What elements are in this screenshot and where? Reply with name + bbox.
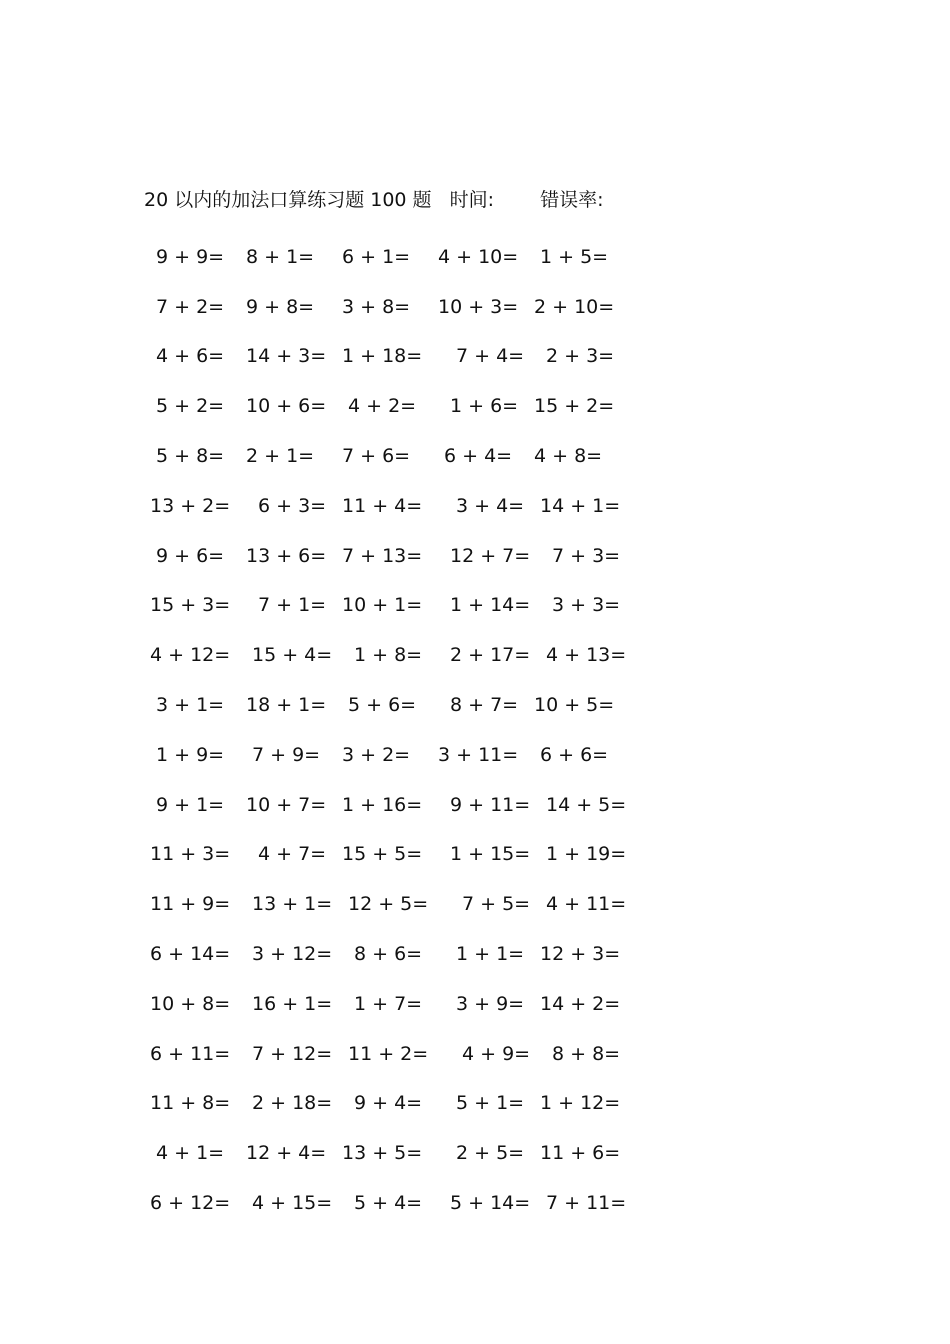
- addition-problem: 13 + 5=: [342, 1142, 423, 1165]
- problem-row: [150, 929, 630, 979]
- addition-problem: 9 + 1=: [156, 793, 225, 816]
- addition-problem: 14 + 3=: [246, 345, 327, 368]
- addition-problem: 6 + 4=: [444, 445, 513, 468]
- addition-problem: 4 + 13=: [546, 644, 627, 667]
- addition-problem: 14 + 2=: [540, 992, 621, 1015]
- addition-problem: 7 + 4=: [456, 345, 525, 368]
- addition-problem: 16 + 1=: [252, 992, 333, 1015]
- addition-problem: 1 + 14=: [450, 594, 531, 617]
- addition-problem: 10 + 8=: [150, 992, 231, 1015]
- addition-problem: 4 + 7=: [258, 843, 327, 866]
- addition-problem: 6 + 6=: [540, 743, 609, 766]
- addition-problem: 4 + 1=: [156, 1142, 225, 1165]
- problem-row: [150, 1029, 630, 1079]
- addition-problem: 18 + 1=: [246, 694, 327, 717]
- problem-row: [150, 1128, 630, 1178]
- problem-row: [150, 332, 630, 382]
- addition-problem: 11 + 3=: [150, 843, 231, 866]
- addition-problem: 11 + 4=: [342, 494, 423, 517]
- addition-problem: 4 + 12=: [150, 644, 231, 667]
- addition-problem: 9 + 9=: [156, 245, 225, 268]
- addition-problem: 13 + 6=: [246, 544, 327, 567]
- addition-problem: 10 + 1=: [342, 594, 423, 617]
- problem-row: [150, 481, 630, 531]
- problem-row: [150, 381, 630, 431]
- addition-problem: 3 + 1=: [156, 694, 225, 717]
- addition-problem: 7 + 2=: [156, 295, 225, 318]
- addition-problem: 2 + 5=: [456, 1142, 525, 1165]
- addition-problem: 2 + 10=: [534, 295, 615, 318]
- addition-problem: 9 + 11=: [450, 793, 531, 816]
- addition-problem: 4 + 11=: [546, 893, 627, 916]
- addition-problem: 9 + 4=: [354, 1092, 423, 1115]
- addition-problem: 4 + 15=: [252, 1192, 333, 1215]
- addition-problem: 7 + 13=: [342, 544, 423, 567]
- addition-problem: 8 + 8=: [552, 1042, 621, 1065]
- addition-problem: 5 + 4=: [354, 1192, 423, 1215]
- addition-problem: 3 + 11=: [438, 743, 519, 766]
- addition-problem: 15 + 4=: [252, 644, 333, 667]
- addition-problem: 6 + 1=: [342, 245, 411, 268]
- addition-problem: 15 + 2=: [534, 395, 615, 418]
- addition-problem: 1 + 9=: [156, 743, 225, 766]
- addition-problem: 1 + 15=: [450, 843, 531, 866]
- addition-problem: 4 + 6=: [156, 345, 225, 368]
- problem-row: [150, 680, 630, 730]
- problem-grid: [150, 232, 630, 1228]
- addition-problem: 8 + 1=: [246, 245, 315, 268]
- addition-problem: 1 + 12=: [540, 1092, 621, 1115]
- problem-row: [150, 630, 630, 680]
- addition-problem: 12 + 4=: [246, 1142, 327, 1165]
- addition-problem: 6 + 3=: [258, 494, 327, 517]
- addition-problem: 10 + 6=: [246, 395, 327, 418]
- addition-problem: 4 + 10=: [438, 245, 519, 268]
- addition-problem: 10 + 3=: [438, 295, 519, 318]
- addition-problem: 3 + 4=: [456, 494, 525, 517]
- addition-problem: 7 + 5=: [462, 893, 531, 916]
- addition-problem: 13 + 2=: [150, 494, 231, 517]
- addition-problem: 5 + 1=: [456, 1092, 525, 1115]
- addition-problem: 1 + 1=: [456, 943, 525, 966]
- problem-row: [150, 730, 630, 780]
- problem-row: [150, 1079, 630, 1129]
- addition-problem: 1 + 8=: [354, 644, 423, 667]
- addition-problem: 10 + 5=: [534, 694, 615, 717]
- addition-problem: 15 + 3=: [150, 594, 231, 617]
- addition-problem: 1 + 7=: [354, 992, 423, 1015]
- time-label: 时间:: [449, 189, 495, 211]
- addition-problem: 4 + 8=: [534, 445, 603, 468]
- addition-problem: 3 + 8=: [342, 295, 411, 318]
- worksheet-title: 20 以内的加法口算练习题 100 题: [144, 189, 432, 211]
- problem-row: [150, 780, 630, 830]
- addition-problem: 7 + 1=: [258, 594, 327, 617]
- addition-problem: 3 + 9=: [456, 992, 525, 1015]
- addition-problem: 14 + 5=: [546, 793, 627, 816]
- problem-row: [150, 1178, 630, 1228]
- addition-problem: 1 + 16=: [342, 793, 423, 816]
- addition-problem: 14 + 1=: [540, 494, 621, 517]
- addition-problem: 2 + 18=: [252, 1092, 333, 1115]
- addition-problem: 5 + 2=: [156, 395, 225, 418]
- addition-problem: 11 + 2=: [348, 1042, 429, 1065]
- problem-row: [150, 431, 630, 481]
- addition-problem: 4 + 9=: [462, 1042, 531, 1065]
- addition-problem: 11 + 9=: [150, 893, 231, 916]
- addition-problem: 11 + 8=: [150, 1092, 231, 1115]
- addition-problem: 12 + 3=: [540, 943, 621, 966]
- problem-row: [150, 531, 630, 581]
- addition-problem: 13 + 1=: [252, 893, 333, 916]
- addition-problem: 12 + 7=: [450, 544, 531, 567]
- addition-problem: 15 + 5=: [342, 843, 423, 866]
- addition-problem: 5 + 14=: [450, 1192, 531, 1215]
- worksheet-header: [144, 186, 603, 214]
- problem-row: [150, 830, 630, 880]
- addition-problem: 7 + 6=: [342, 445, 411, 468]
- addition-problem: 8 + 7=: [450, 694, 519, 717]
- error-rate-label: 错误率:: [540, 189, 604, 211]
- addition-problem: 11 + 6=: [540, 1142, 621, 1165]
- addition-problem: 6 + 11=: [150, 1042, 231, 1065]
- addition-problem: 1 + 18=: [342, 345, 423, 368]
- addition-problem: 12 + 5=: [348, 893, 429, 916]
- addition-problem: 6 + 14=: [150, 943, 231, 966]
- addition-problem: 2 + 1=: [246, 445, 315, 468]
- addition-problem: 3 + 12=: [252, 943, 333, 966]
- addition-problem: 7 + 11=: [546, 1192, 627, 1215]
- problem-row: [150, 232, 630, 282]
- addition-problem: 7 + 9=: [252, 743, 321, 766]
- addition-problem: 2 + 17=: [450, 644, 531, 667]
- addition-problem: 1 + 19=: [546, 843, 627, 866]
- addition-problem: 3 + 3=: [552, 594, 621, 617]
- addition-problem: 2 + 3=: [546, 345, 615, 368]
- addition-problem: 5 + 8=: [156, 445, 225, 468]
- addition-problem: 7 + 3=: [552, 544, 621, 567]
- problem-row: [150, 879, 630, 929]
- problem-row: [150, 282, 630, 332]
- addition-problem: 6 + 12=: [150, 1192, 231, 1215]
- addition-problem: 7 + 12=: [252, 1042, 333, 1065]
- addition-problem: 1 + 6=: [450, 395, 519, 418]
- addition-problem: 10 + 7=: [246, 793, 327, 816]
- problem-row: [150, 581, 630, 631]
- addition-problem: 4 + 2=: [348, 395, 417, 418]
- addition-problem: 5 + 6=: [348, 694, 417, 717]
- addition-problem: 9 + 6=: [156, 544, 225, 567]
- addition-problem: 3 + 2=: [342, 743, 411, 766]
- addition-problem: 1 + 5=: [540, 245, 609, 268]
- addition-problem: 9 + 8=: [246, 295, 315, 318]
- addition-problem: 8 + 6=: [354, 943, 423, 966]
- problem-row: [150, 979, 630, 1029]
